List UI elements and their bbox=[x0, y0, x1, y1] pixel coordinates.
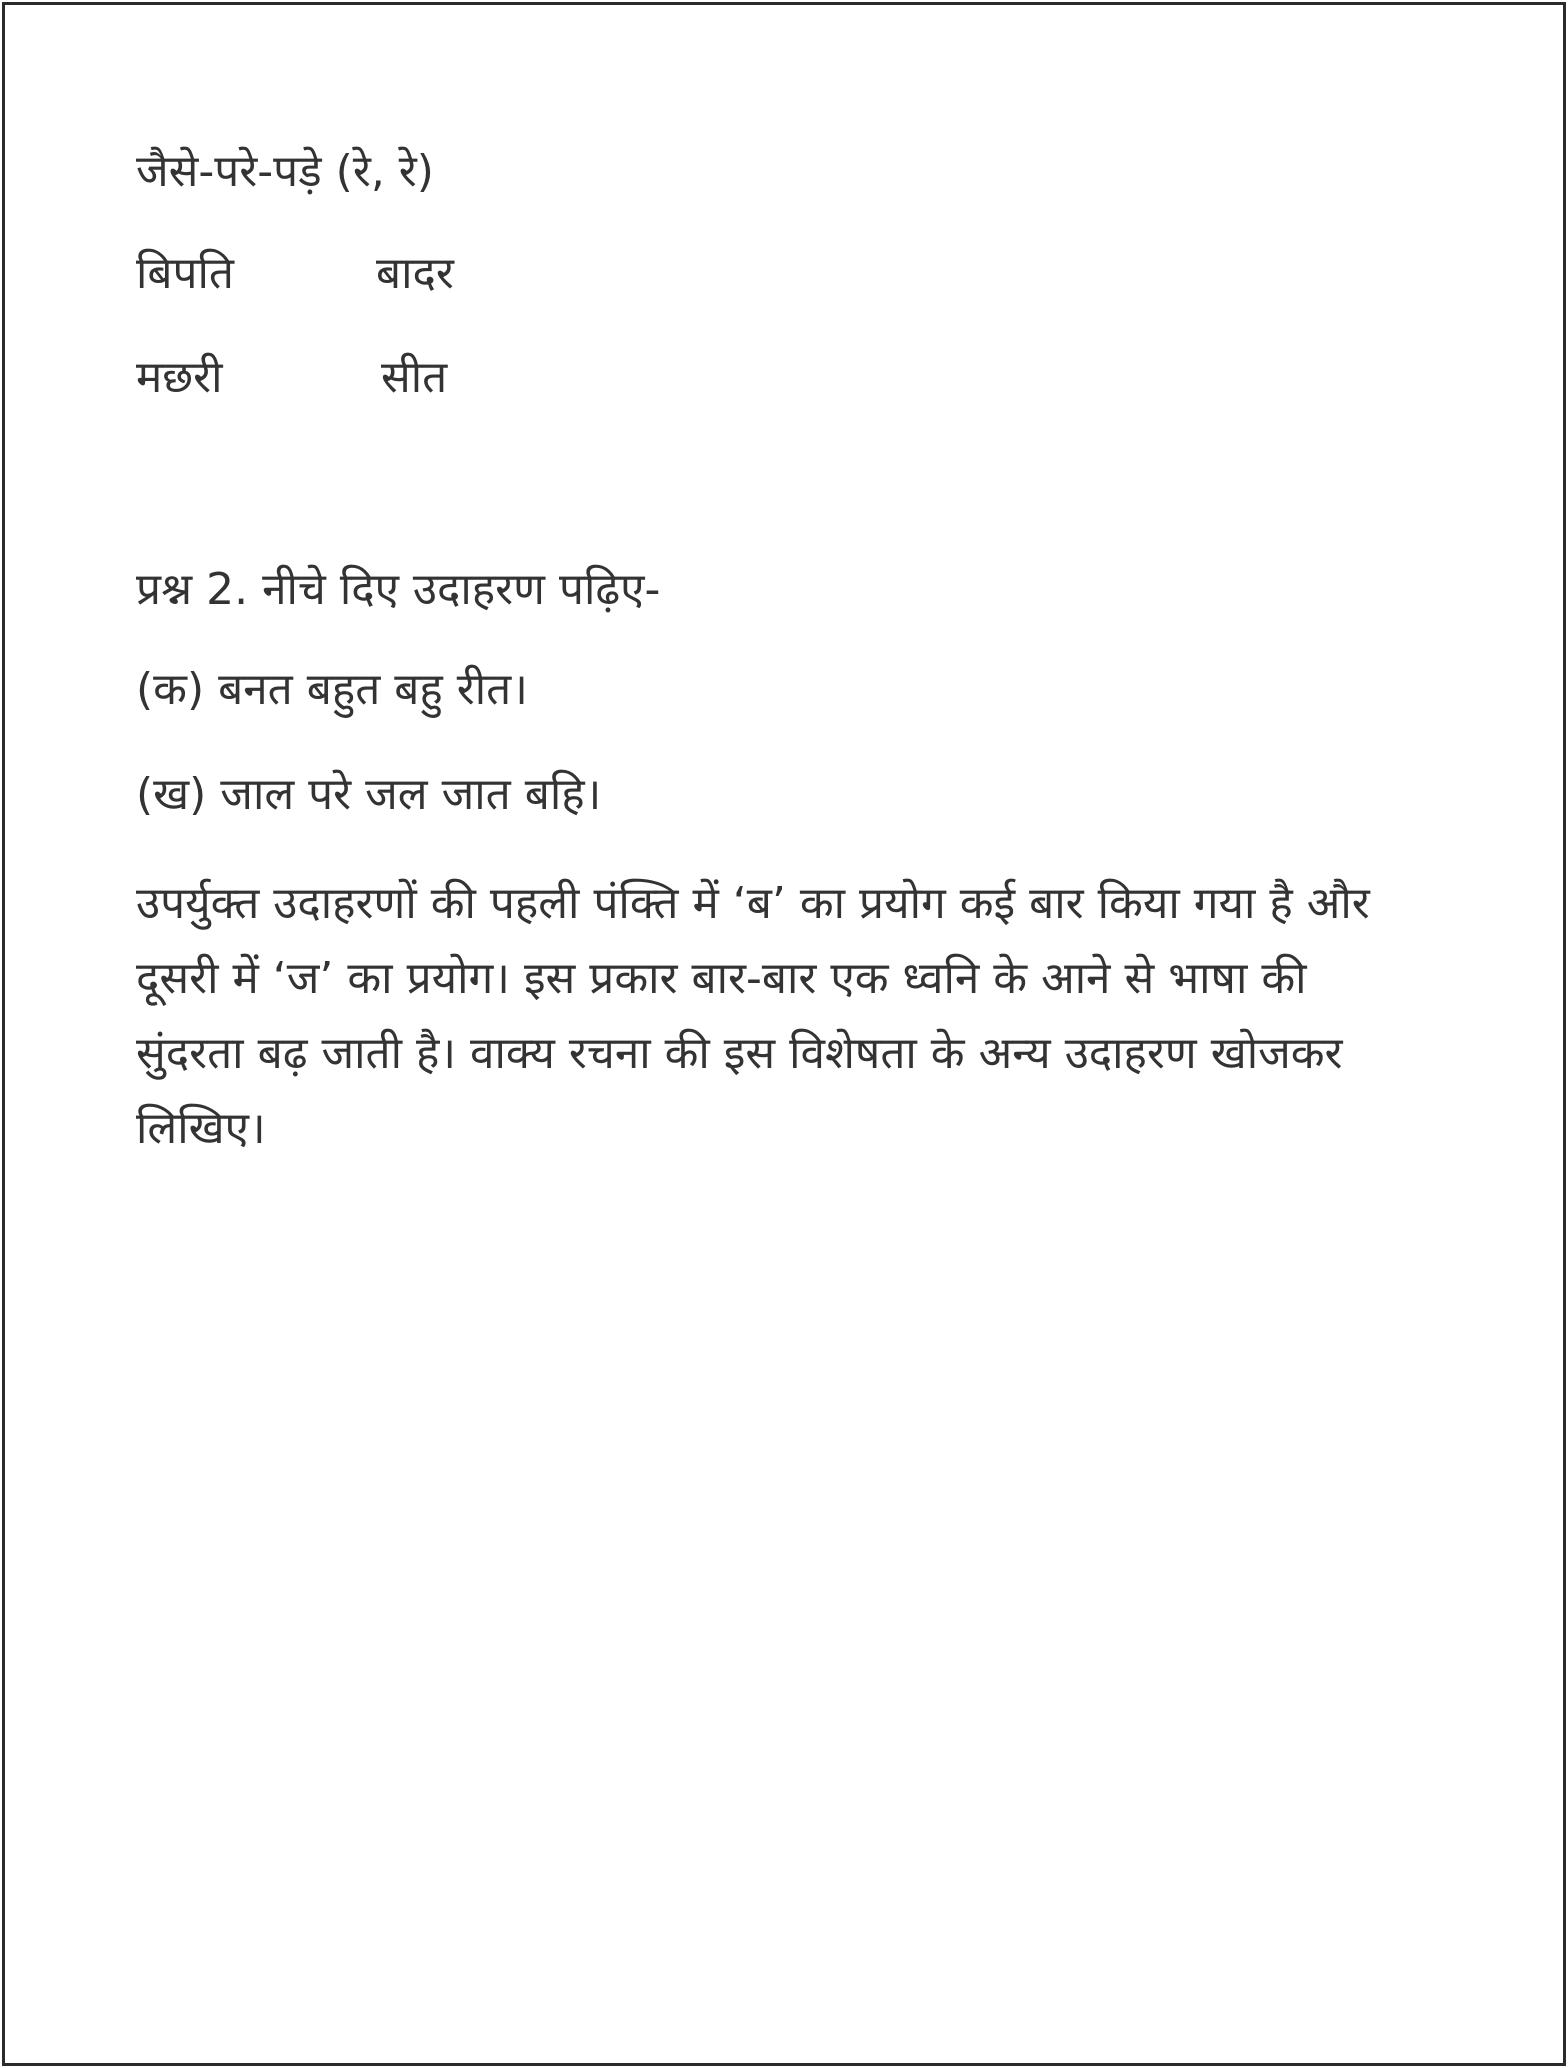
word-pair-row bbox=[136, 244, 536, 304]
example-line: जैसे-परे-पड़े (रे, रे) bbox=[136, 146, 434, 197]
example-kha: (ख) जाल परे जल जात बहि। bbox=[136, 769, 602, 820]
word: बिपति bbox=[136, 248, 234, 299]
word: बादर bbox=[376, 248, 454, 299]
question-paragraph: उपर्युक्त उदाहरणों की पहली पंक्ति में ‘ब’ का प्रयोग कई बार किया गया है और दूसरी में ‘ज’ का प्रयोग। इस प्रकार बार-बार एक ध्वनि के आने से भाषा की सुंदरता बढ़ जाती है। वाक्य रचना की इस विशेषता के अन्य उदाहरण खोजकर लिखिए। bbox=[136, 878, 1370, 1154]
word-pair-row bbox=[136, 348, 536, 408]
word: मछरी bbox=[136, 352, 223, 403]
word: सीत bbox=[381, 352, 448, 403]
question-heading: प्रश्न 2. नीचे दिए उदाहरण पढ़िए- bbox=[136, 564, 661, 615]
example-ka: (क) बनत बहुत बहु रीत। bbox=[136, 664, 528, 715]
